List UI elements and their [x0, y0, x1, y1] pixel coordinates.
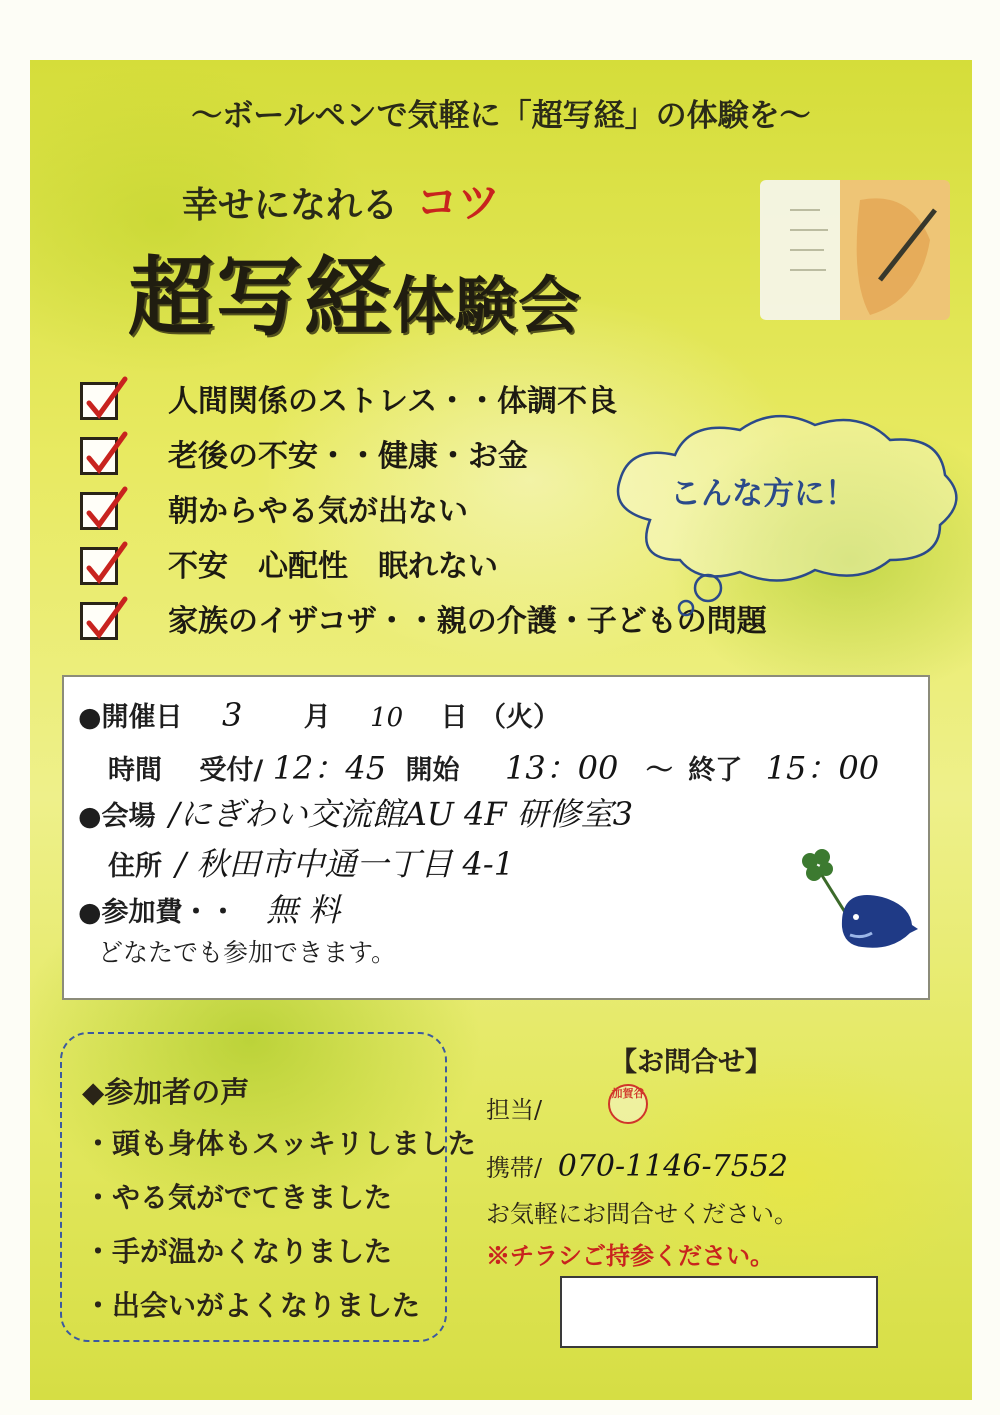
- phone-number: 070-1146-7552: [557, 1149, 788, 1184]
- date-row: [78, 695, 560, 734]
- title-sub: 体験会: [392, 269, 582, 342]
- voices-heading: ◆参加者の声: [82, 1075, 250, 1109]
- date-month: 3: [221, 696, 243, 734]
- address-row: [108, 839, 514, 885]
- contact-notice: ※チラシご持参ください。: [486, 1241, 774, 1270]
- contact-heading: 【お問合せ】: [610, 1047, 772, 1078]
- fee-label: ●参加費・・: [78, 897, 237, 928]
- time-label: 時間: [108, 755, 162, 786]
- flyer: [30, 60, 972, 1400]
- name-seal: [608, 1084, 648, 1124]
- phone-label: 携帯/: [486, 1154, 543, 1182]
- address-value: / 秋田市中通一丁目 4-1: [175, 845, 515, 883]
- event-details: [62, 675, 930, 1000]
- date-label: ●開催日: [78, 702, 183, 733]
- venue-row: [78, 789, 633, 835]
- title-main: 超写経: [128, 248, 392, 348]
- checklist-item-label: 不安 心配性 眠れない: [168, 549, 498, 584]
- month-unit: 月: [303, 702, 331, 733]
- checkbox-icon: [80, 547, 118, 585]
- phone-row: [486, 1148, 788, 1184]
- tagline-accent: コツ: [416, 178, 501, 227]
- start-label: 開始: [405, 755, 460, 786]
- voice-item: ・出会いがよくなりました: [84, 1289, 421, 1322]
- person-label: 担当/: [486, 1096, 543, 1124]
- checklist-item-label: 老後の不安・・健康・お金: [168, 439, 528, 474]
- checklist-item-label: 家族のイザコザ・・親の介護・子どもの問題: [168, 604, 767, 639]
- blank-box: [560, 1276, 878, 1348]
- checklist-item-label: 人間関係のストレス・・体調不良: [168, 384, 618, 419]
- checkbox-icon: [80, 382, 118, 420]
- start-time: 13：00: [504, 749, 619, 787]
- weekday: （火）: [479, 702, 561, 733]
- checkbox-icon: [80, 492, 118, 530]
- voice-item: ・頭も身体もスッキリしました: [84, 1127, 476, 1160]
- reception-time: 12：45: [272, 749, 387, 787]
- tagline: [182, 170, 500, 230]
- time-row: [108, 743, 879, 789]
- tilde: ～: [645, 755, 673, 786]
- date-day: 10: [370, 703, 404, 733]
- tagline-text: 幸せになれる: [182, 185, 399, 226]
- pen-hand-illustration: [760, 180, 950, 320]
- checklist-item-label: 朝からやる気が出ない: [168, 494, 468, 529]
- callout-text: こんな方に！: [670, 476, 856, 512]
- seal-text: 加賀谷: [611, 1087, 645, 1100]
- voice-item: ・手が温かくなりました: [84, 1235, 393, 1268]
- participant-voices: [60, 1032, 476, 1342]
- bird-clover-icon: [792, 847, 922, 957]
- contact-invite: お気軽にお問合せください。: [486, 1200, 798, 1228]
- voice-item: ・やる気がでてきました: [84, 1181, 393, 1214]
- fee-value: 無 料: [265, 891, 341, 929]
- address-label: 住所: [108, 851, 162, 882]
- venue-value: /にぎわい交流館AU 4F 研修室3: [168, 795, 634, 833]
- end-label: 終了: [688, 755, 743, 786]
- checkbox-icon: [80, 602, 118, 640]
- venue-label: ●会場: [78, 801, 156, 832]
- reception-label: 受付/: [199, 755, 264, 786]
- page-title: [128, 228, 581, 352]
- fee-row: [78, 885, 340, 931]
- checkbox-icon: [80, 437, 118, 475]
- event-subtitle: ～ボールペンで気軽に「超写経」の体験を～: [191, 98, 811, 134]
- hand-writing-photo: [760, 180, 950, 320]
- end-time: 15：00: [765, 749, 880, 787]
- day-unit: 日: [440, 702, 468, 733]
- fee-note: どなたでも参加できます。: [98, 938, 397, 967]
